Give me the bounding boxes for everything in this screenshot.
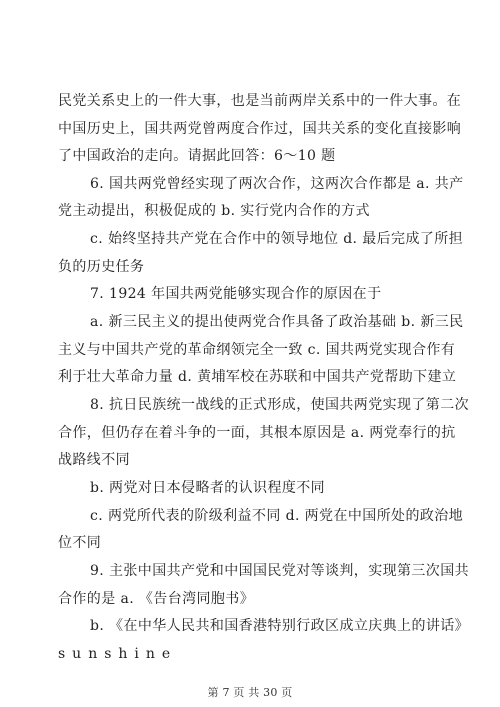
text-line: b. 两党对日本侵略者的认识程度不同 xyxy=(90,480,326,496)
text-line: 主义与中国共产党的革命纲领完全一致 c. 国共两党实现合作有 xyxy=(58,342,456,358)
text-line: 利于壮大革命力量 d. 黄埔军校在苏联和中国共产党帮助下建立 xyxy=(58,369,457,385)
text-line: b. 《在中华人民共和国香港特别行政区成立庆典上的讲话》 xyxy=(90,618,470,634)
text-line: a. 新三民主义的提出使两党合作具备了政治基础 b. 新三民 xyxy=(90,314,464,330)
text-line: 了中国政治的走向。请据此回答：6～10 题 xyxy=(58,148,336,164)
text-line: 党主动提出，积极促成的 b. 实行党内合作的方式 xyxy=(58,203,370,219)
question-7: 7. 1924 年国共两党能够实现合作的原因在于 xyxy=(90,286,382,302)
text-line: 合作，但仍存在着斗争的一面，其根本原因是 a. 两党奉行的抗 xyxy=(58,425,456,441)
text-line: 民党关系史上的一件大事，也是当前两岸关系中的一件大事。在 xyxy=(58,93,462,109)
question-6: 6. 国共两党曾经实现了两次合作，这两次合作都是 a. 共产 xyxy=(90,176,464,192)
page-footer: 第 7 页 共 30 页 xyxy=(207,686,293,699)
text-line: 中国历史上，国共两党曾两度合作过，国共关系的变化直接影响 xyxy=(58,121,462,137)
question-9: 9. 主张中国共产党和中国国民党对等谈判，实现第三次国共 xyxy=(90,563,470,579)
text-line: 位不同 xyxy=(58,535,102,551)
question-8: 8. 抗日民族统一战线的正式形成，使国共两党实现了第二次 xyxy=(90,397,470,413)
text-line: 战路线不同 xyxy=(58,452,130,468)
text-line: c. 始终坚持共产党在合作中的领导地位 d. 最后完成了所担 xyxy=(90,231,464,247)
text-line: 合作的是 a. 《告台湾同胞书》 xyxy=(58,591,255,607)
text-line: 负的历史任务 xyxy=(58,259,145,275)
watermark-text: sunshine xyxy=(58,646,178,662)
text-line: c. 两党所代表的阶级利益不同 d. 两党在中国所处的政治地 xyxy=(90,508,464,524)
